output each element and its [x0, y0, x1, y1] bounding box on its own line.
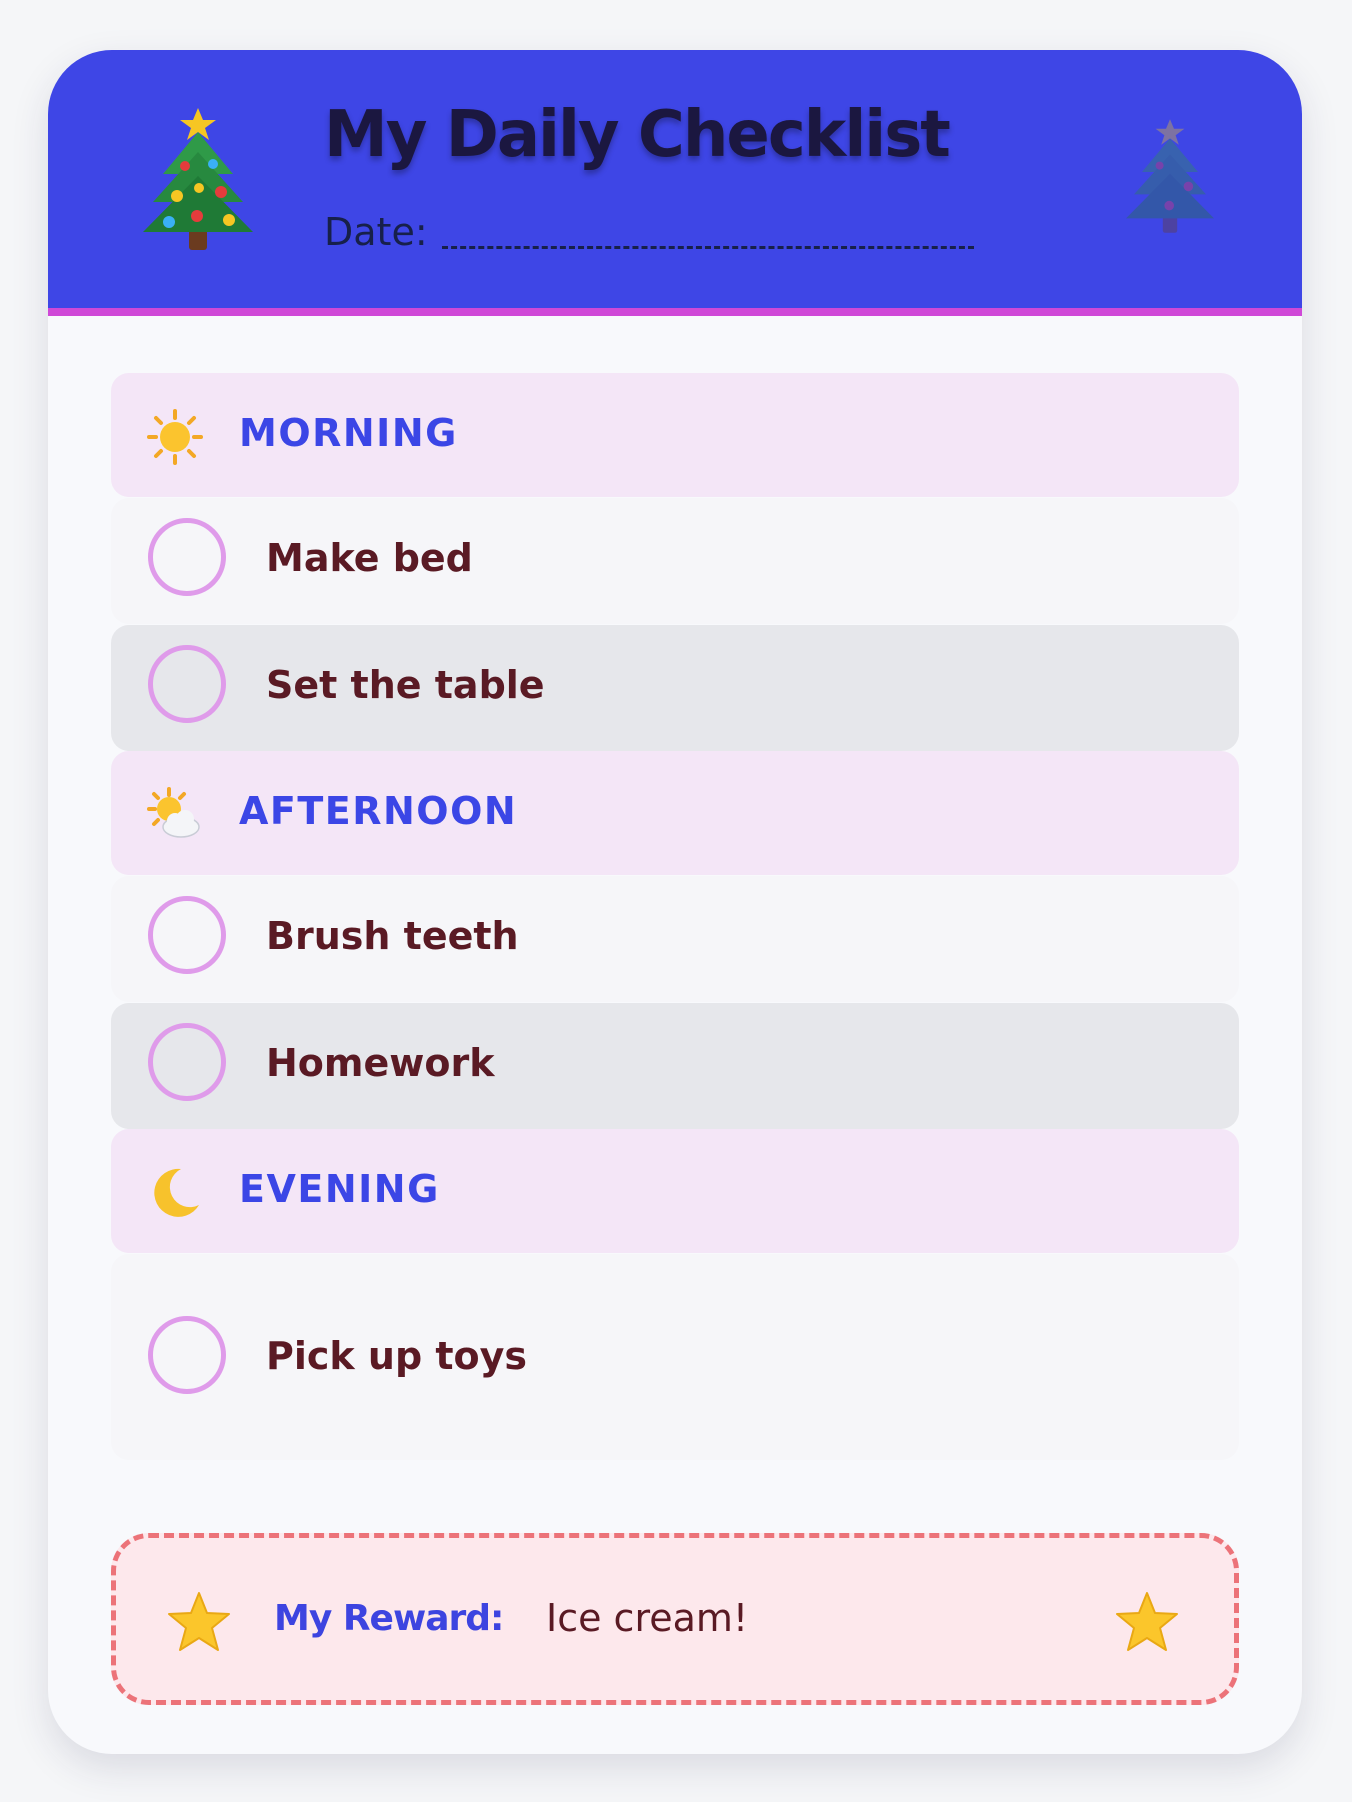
task-row[interactable]: [111, 876, 1239, 1002]
star-icon: [166, 1590, 232, 1654]
task-label: Homework: [266, 1041, 495, 1085]
date-field[interactable]: [442, 224, 974, 249]
task-label: Brush teeth: [266, 914, 519, 958]
checklist: [111, 373, 1239, 1460]
reward-label: My Reward:: [274, 1598, 504, 1639]
task-row[interactable]: [111, 625, 1239, 751]
christmas-tree-icon: [133, 104, 263, 254]
date-label: Date:: [324, 210, 428, 254]
task-checkbox[interactable]: [148, 1023, 226, 1101]
header: [48, 50, 1302, 316]
section-label: EVENING: [239, 1167, 440, 1211]
task-checkbox[interactable]: [148, 645, 226, 723]
task-checkbox[interactable]: [148, 518, 226, 596]
date-row: [324, 210, 974, 254]
section-label: AFTERNOON: [239, 789, 518, 833]
task-label: Make bed: [266, 536, 473, 580]
section-header-morning: [111, 373, 1239, 497]
star-icon: [1114, 1590, 1180, 1654]
section-header-afternoon: [111, 751, 1239, 875]
section-header-evening: [111, 1129, 1239, 1253]
reward-value: Ice cream!: [546, 1596, 749, 1640]
section-label: MORNING: [239, 411, 458, 455]
crescent-moon-icon: [147, 1165, 203, 1221]
task-row[interactable]: [111, 1003, 1239, 1129]
page-title: My Daily Checklist: [324, 98, 949, 172]
sun-behind-cloud-icon: [147, 787, 203, 843]
christmas-tree-icon: [1118, 116, 1222, 236]
task-checkbox[interactable]: [148, 896, 226, 974]
task-checkbox[interactable]: [148, 1316, 226, 1394]
reward-box: [111, 1533, 1239, 1705]
task-label: Set the table: [266, 663, 545, 707]
task-row[interactable]: [111, 1254, 1239, 1460]
checklist-card: [48, 50, 1302, 1754]
task-row[interactable]: [111, 498, 1239, 624]
task-label: Pick up toys: [266, 1334, 528, 1378]
sun-icon: [147, 409, 203, 465]
